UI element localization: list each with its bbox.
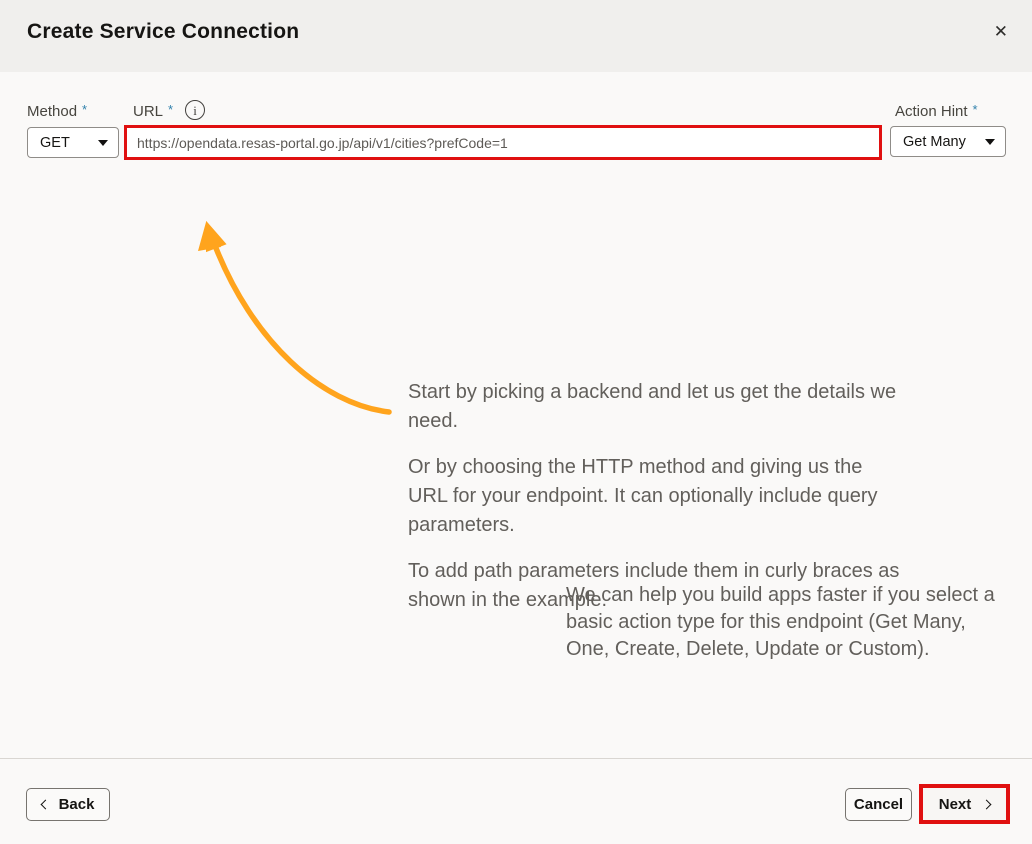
method-select[interactable] — [27, 127, 119, 158]
cancel-button-label: Cancel — [853, 796, 904, 813]
close-button[interactable] — [986, 18, 1016, 46]
next-button-label: Next — [938, 795, 972, 813]
chevron-left-icon — [40, 800, 50, 810]
footer-divider — [0, 758, 1032, 759]
back-button-label: Back — [58, 796, 95, 813]
required-asterisk: * — [82, 102, 88, 117]
help-paragraph: To add path parameters include them in curly braces as shown in the example. — [408, 560, 900, 611]
back-button[interactable] — [26, 788, 110, 821]
required-asterisk: * — [168, 102, 174, 117]
method-label: Method * — [27, 102, 88, 120]
help-paragraph: Or by choosing the HTTP method and giving us the URL for your endpoint. It can optionally include query parameters. — [408, 456, 878, 536]
action-hint-select-value: Get Many — [903, 133, 966, 150]
help-paragraph: Start by picking a backend and let us get the details we need. — [408, 381, 897, 432]
next-button-highlight — [919, 784, 1010, 824]
next-button[interactable] — [923, 788, 1006, 820]
url-field-highlight — [124, 125, 882, 160]
url-label: URL * — [133, 102, 174, 120]
chevron-down-icon — [985, 139, 995, 145]
chevron-right-icon — [982, 799, 992, 809]
cancel-button[interactable] — [845, 788, 912, 821]
close-icon: ✕ — [993, 22, 1008, 41]
action-hint-note: We can help you build apps faster if you select a basic action type for this endpoint (Get Many, One, Create, Delete, Update or Custom). — [566, 584, 995, 660]
page-title: Create Service Connection — [27, 20, 300, 43]
url-input[interactable] — [127, 128, 879, 157]
action-hint-select[interactable] — [890, 126, 1006, 157]
required-asterisk: * — [972, 102, 978, 117]
info-icon[interactable]: i — [185, 100, 205, 120]
action-hint-label: Action Hint * — [895, 102, 978, 120]
method-select-value: GET — [40, 134, 70, 151]
dialog-header — [0, 0, 1032, 72]
chevron-down-icon — [98, 140, 108, 146]
